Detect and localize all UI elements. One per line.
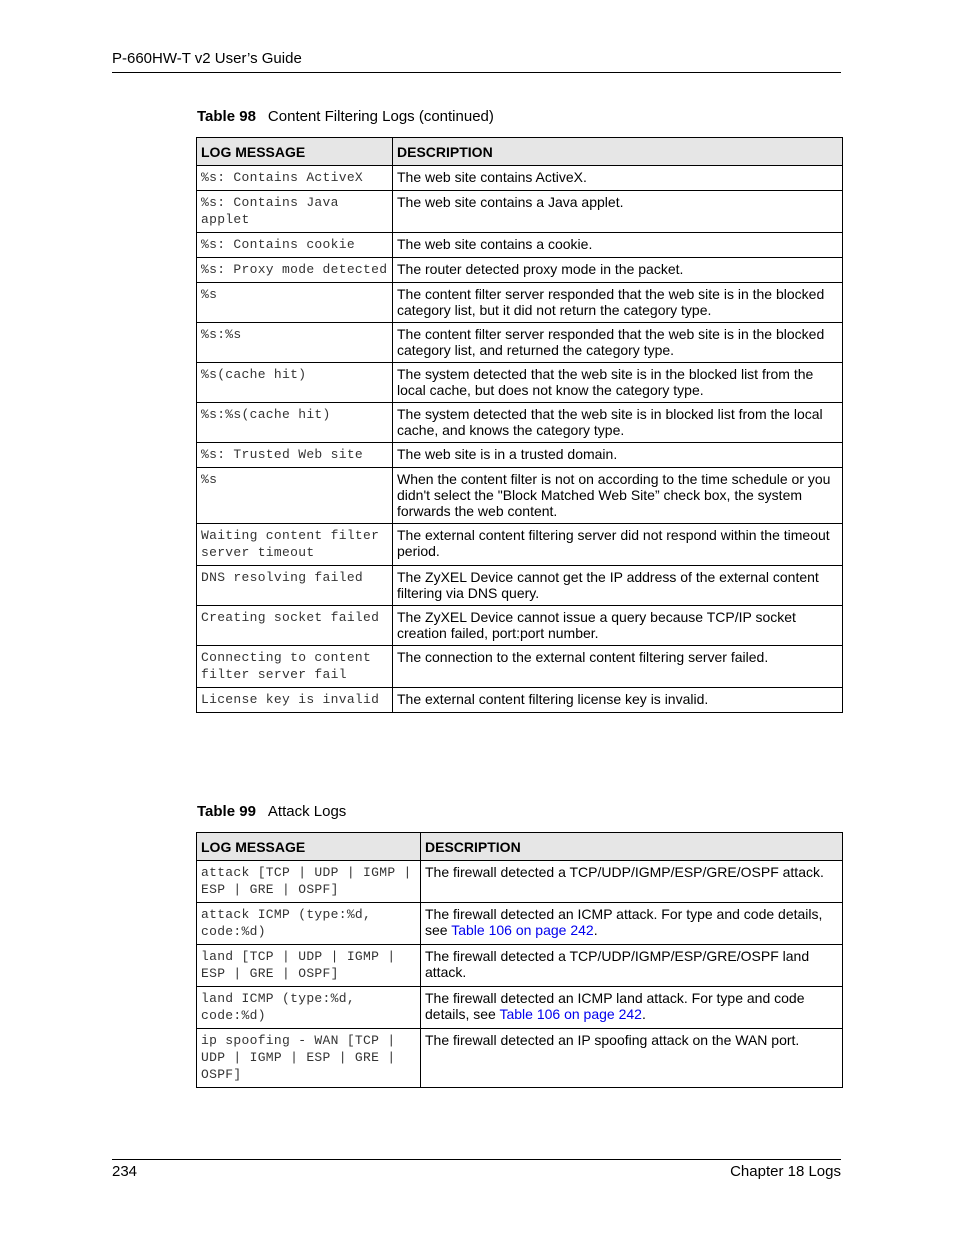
description-suffix: . [641, 1006, 646, 1022]
log-message-cell: %s [197, 468, 393, 524]
table-row [197, 566, 843, 606]
cross-reference-link[interactable]: Table 106 on page 242 [451, 922, 594, 938]
log-message-cell: attack ICMP (type:%d, code:%d) [197, 903, 421, 945]
description-cell [393, 566, 843, 606]
description-cell [421, 903, 843, 945]
description-text: The ZyXEL Device cannot get the IP address of the external content filtering via DNS query. [397, 569, 819, 601]
description-text: The external content filtering license key is invalid. [397, 691, 709, 707]
table-row [197, 903, 843, 945]
table-row [197, 861, 843, 903]
column-header-description: DESCRIPTION [393, 138, 843, 166]
description-text: The web site contains ActiveX. [397, 169, 587, 185]
table-row [197, 468, 843, 524]
description-cell [393, 524, 843, 566]
column-header-log-message: LOG MESSAGE [197, 138, 393, 166]
table99-body [197, 861, 843, 1088]
description-cell [421, 987, 843, 1029]
description-text: The content filter server responded that the web site is in the blocked category list, and returned the category type. [397, 326, 825, 358]
log-message-cell: %s: Proxy mode detected [197, 258, 393, 283]
description-text: The system detected that the web site is in the blocked list from the local cache, but does not know the category type. [397, 366, 814, 398]
log-message-cell: DNS resolving failed [197, 566, 393, 606]
description-cell [393, 191, 843, 233]
description-text: The content filter server responded that the web site is in the blocked category list, but it did not return the category type. [397, 286, 825, 318]
table-row [197, 166, 843, 191]
table99-label: Table 99 [197, 803, 256, 820]
table98-label: Table 98 [197, 108, 256, 125]
table-row [197, 524, 843, 566]
table-row [197, 363, 843, 403]
description-text: When the content filter is not on according to the time schedule or you didn't select the "Block Matched Web Site” check box, the system forwards the web content. [397, 471, 831, 519]
table-row [197, 987, 843, 1029]
log-message-cell: %s: Trusted Web site [197, 443, 393, 468]
table-row [197, 688, 843, 713]
table-row [197, 945, 843, 987]
log-message-cell: License key is invalid [197, 688, 393, 713]
description-cell [393, 166, 843, 191]
log-message-cell: Creating socket failed [197, 606, 393, 646]
table99-caption [197, 803, 346, 820]
table-row [197, 191, 843, 233]
log-message-cell: %s: Contains Java applet [197, 191, 393, 233]
page-number: 234 [112, 1163, 138, 1180]
description-cell [393, 283, 843, 323]
table98-title: Content Filtering Logs (continued) [267, 108, 494, 125]
content-filtering-logs-table [196, 137, 843, 713]
description-cell [393, 443, 843, 468]
chapter-title: Chapter 18 Logs [730, 1163, 841, 1180]
table98-body [197, 166, 843, 713]
page-header [112, 50, 841, 73]
description-text: The firewall detected a TCP/UDP/IGMP/ESP/GRE/OSPF attack. [425, 864, 824, 880]
log-message-cell: attack [TCP | UDP | IGMP | ESP | GRE | OSPF] [197, 861, 421, 903]
table-header-row [197, 138, 843, 166]
description-cell [421, 945, 843, 987]
description-text: The web site contains a cookie. [397, 236, 593, 252]
description-text: The ZyXEL Device cannot issue a query because TCP/IP socket creation failed, port:port number. [397, 609, 796, 641]
description-cell [393, 233, 843, 258]
description-text: The web site is in a trusted domain. [397, 446, 618, 462]
description-cell [421, 1029, 843, 1088]
log-message-cell: Connecting to content filter server fail [197, 646, 393, 688]
description-cell [393, 606, 843, 646]
table-row [197, 1029, 843, 1088]
log-message-cell: ip spoofing - WAN [TCP | UDP | IGMP | ESP | GRE | OSPF] [197, 1029, 421, 1088]
cross-reference-link[interactable]: Table 106 on page 242 [499, 1006, 642, 1022]
table-row [197, 443, 843, 468]
description-cell [393, 363, 843, 403]
description-text: The firewall detected an IP spoofing attack on the WAN port. [425, 1032, 800, 1048]
log-message-cell: Waiting content filter server timeout [197, 524, 393, 566]
log-message-cell: %s(cache hit) [197, 363, 393, 403]
description-cell [393, 688, 843, 713]
description-text: The system detected that the web site is in blocked list from the local cache, and knows the category type. [397, 406, 823, 438]
table98-caption [197, 108, 494, 125]
description-cell [393, 403, 843, 443]
description-text: The router detected proxy mode in the packet. [397, 261, 684, 277]
description-text: The firewall detected an ICMP attack. For type and code details, see [425, 906, 823, 938]
table-header-row [197, 833, 843, 861]
table-row [197, 646, 843, 688]
description-cell [393, 646, 843, 688]
log-message-cell: land [TCP | UDP | IGMP | ESP | GRE | OSPF] [197, 945, 421, 987]
description-text: The web site contains a Java applet. [397, 194, 624, 210]
column-header-log-message: LOG MESSAGE [197, 833, 421, 861]
log-message-cell: %s:%s(cache hit) [197, 403, 393, 443]
description-text: The external content filtering server did not respond within the timeout period. [397, 527, 830, 559]
guide-title: P-660HW-T v2 User’s Guide [112, 50, 302, 67]
attack-logs-table [196, 832, 843, 1088]
table99-title: Attack Logs [267, 803, 347, 820]
description-text: The firewall detected a TCP/UDP/IGMP/ESP/GRE/OSPF land attack. [425, 948, 810, 980]
table-row [197, 606, 843, 646]
log-message-cell: %s [197, 283, 393, 323]
log-message-cell: %s: Contains ActiveX [197, 166, 393, 191]
description-cell [393, 258, 843, 283]
log-message-cell: %s:%s [197, 323, 393, 363]
table-row [197, 403, 843, 443]
table-row [197, 283, 843, 323]
table-row [197, 323, 843, 363]
column-header-description: DESCRIPTION [421, 833, 843, 861]
log-message-cell: land ICMP (type:%d, code:%d) [197, 987, 421, 1029]
description-text: The connection to the external content filtering server failed. [397, 649, 769, 665]
description-cell [393, 468, 843, 524]
table-row [197, 233, 843, 258]
description-text: The firewall detected an ICMP land attack. For type and code details, see [425, 990, 805, 1022]
description-cell [421, 861, 843, 903]
description-cell [393, 323, 843, 363]
description-suffix: . [593, 922, 598, 938]
page-footer [112, 1159, 841, 1180]
log-message-cell: %s: Contains cookie [197, 233, 393, 258]
table-row [197, 258, 843, 283]
